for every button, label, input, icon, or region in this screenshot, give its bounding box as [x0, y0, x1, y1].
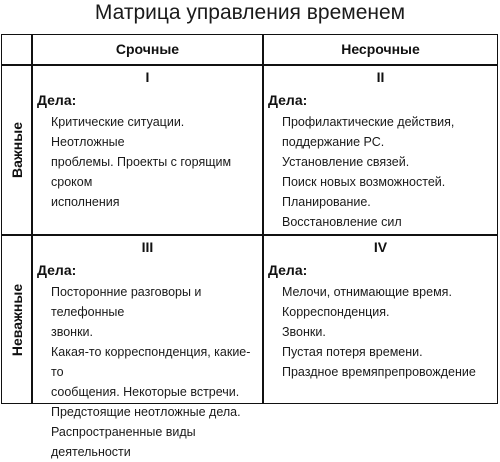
quadrant-items	[51, 282, 256, 462]
quadrant-items	[282, 112, 491, 232]
list-item: сообщения. Некоторые встречи.	[51, 385, 240, 399]
column-header-urgent: Срочные	[115, 41, 180, 57]
deals-label: Дела:	[37, 92, 77, 108]
list-item: Пустая потеря времени.	[282, 345, 423, 359]
quadrant-numeral: III	[141, 239, 154, 255]
list-item: исполнения	[51, 195, 120, 209]
list-item: Праздное времяпрепровождение	[282, 365, 476, 379]
deals-label: Дела:	[37, 262, 77, 278]
list-item: Установление связей.	[282, 155, 410, 169]
row-header-important	[2, 66, 32, 234]
list-item: Какая-то корреспонденция, какие-то	[51, 345, 251, 379]
list-item: Профилактические действия,	[282, 115, 455, 129]
quadrant-items	[51, 112, 256, 212]
page-title: Матрица управления временем	[94, 1, 406, 24]
list-item: Посторонние разговоры и телефонные	[51, 285, 202, 319]
list-item: Распространенные виды деятельности	[51, 425, 196, 459]
list-item: Корреспонденция.	[282, 305, 390, 319]
quadrant-numeral: I	[145, 69, 150, 85]
list-item: Звонки.	[282, 325, 326, 339]
list-item: поддержание РС.	[282, 135, 385, 149]
deals-label: Дела:	[268, 92, 308, 108]
row-header-not-important-label: Неважные	[9, 283, 26, 356]
deals-label: Дела:	[268, 262, 308, 278]
list-item: Предстоящие неотложные дела.	[51, 405, 241, 419]
quadrant-numeral: IV	[373, 239, 388, 255]
quadrant-2	[264, 66, 497, 234]
row-header-not-important	[2, 236, 32, 403]
quadrant-1	[33, 66, 262, 234]
list-item: Мелочи, отнимающие время.	[282, 285, 452, 299]
quadrant-4	[264, 236, 497, 403]
list-item: Поиск новых возможностей.	[282, 175, 446, 189]
list-item: звонки.	[51, 325, 94, 339]
list-item: Планирование.	[282, 195, 371, 209]
quadrant-items	[282, 282, 491, 382]
list-item: Восстановление сил	[282, 215, 402, 229]
list-item: проблемы. Проекты с горящим сроком	[51, 155, 232, 189]
quadrant-numeral: II	[376, 69, 385, 85]
time-management-matrix	[1, 34, 498, 459]
list-item: Критические ситуации. Неотложные	[51, 115, 185, 149]
column-header-not-urgent: Несрочные	[341, 41, 420, 57]
quadrant-3	[33, 236, 262, 459]
row-header-important-label: Важные	[9, 121, 25, 179]
